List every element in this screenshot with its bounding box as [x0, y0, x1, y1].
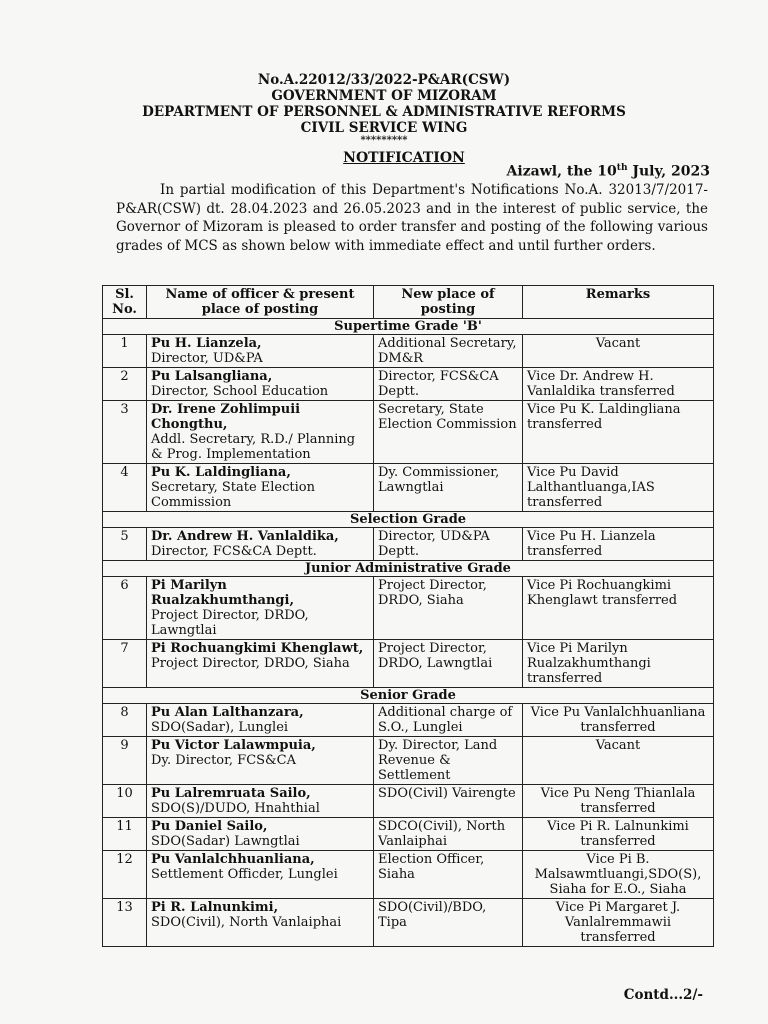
notification-body: In partial modification of this Department's Notifications No.A. 32013/7/2017-P&AR(CSW) dt. 28.04.2023 and 26.05.2023 and in the interest of public service, the Governor of Mizoram is pleased to order transfer and posting of the following various grades of MCS as shown below with immediate effect and until further orders. [116, 182, 708, 254]
table-row: 7 Pi Rochuangkimi Khenglawt, Project Director, DRDO, Siaha Project Director, DRDO, Lawngtlai Vice Pi Marilyn Rualzakhumthangi transferred [103, 640, 714, 688]
table-row: 10 Pu Lalremruata Sailo, SDO(S)/DUDO, Hnahthial SDO(Civil) Vairengte Vice Pu Neng Thianlala transferred [103, 785, 714, 818]
table-row: 5 Dr. Andrew H. Vanlaldika, Director, FCS&CA Deptt. Director, UD&PA Deptt. Vice Pu H. Lianzela transferred [103, 528, 714, 561]
col-remarks: Remarks [523, 286, 714, 319]
government-name: GOVERNMENT OF MIZORAM [271, 88, 497, 104]
transfer-table [102, 285, 714, 947]
letterhead [0, 72, 768, 146]
col-name: Name of officer & present place of posting [147, 286, 374, 319]
col-new-posting: New place of posting [374, 286, 523, 319]
notification-title: NOTIFICATION [343, 150, 465, 166]
table-row: 3 Dr. Irene Zohlimpuii Chongthu, Addl. Secretary, R.D./ Planning & Prog. Implementation Secretary, State Election Commission Vice Pu K. Laldingliana transferred [103, 401, 714, 464]
table-row: 2 Pu Lalsangliana, Director, School Education Director, FCS&CA Deptt. Vice Dr. Andrew H. Vanlaldika transferred [103, 368, 714, 401]
table-row: 9 Pu Victor Lalawmpuia, Dy. Director, FCS&CA Dy. Director, Land Revenue & Settlement Vacant [103, 737, 714, 785]
table-row: 8 Pu Alan Lalthanzara, SDO(Sadar), Lunglei Additional charge of S.O., Lunglei Vice Pu Vanlalchhuanliana transferred [103, 704, 714, 737]
grade-row: Selection Grade [103, 512, 714, 528]
table-row: 4 Pu K. Laldingliana, Secretary, State Election Commission Dy. Commissioner, Lawngtlai Vice Pu David Lalthantluanga,IAS transferred [103, 464, 714, 512]
table-row: 6 Pi Marilyn Rualzakhumthangi, Project Director, DRDO, Lawngtlai Project Director, DRDO, Siaha Vice Pi Rochuangkimi Khenglawt transferred [103, 577, 714, 640]
table-row: 1 Pu H. Lianzela, Director, UD&PA Additional Secretary, DM&R Vacant [103, 335, 714, 368]
grade-row: Junior Administrative Grade [103, 561, 714, 577]
stars-divider: ********* [360, 135, 408, 146]
table-row: 12 Pu Vanlalchhuanliana, Settlement Officder, Lunglei Election Officer, Siaha Vice Pi B. Malsawmtluangi,SDO(S), Siaha for E.O., Siaha [103, 851, 714, 899]
department-name: DEPARTMENT OF PERSONNEL & ADMINISTRATIVE REFORMS [142, 104, 626, 120]
continued-note: Contd...2/- [623, 987, 703, 1003]
col-sl-no: Sl. No. [103, 286, 147, 319]
grade-row: Senior Grade [103, 688, 714, 704]
wing-name: CIVIL SERVICE WING [300, 120, 468, 136]
date-line: Aizawl, the 10th July, 2023 [506, 163, 710, 180]
table-row: 13 Pi R. Lalnunkimi, SDO(Civil), North Vanlaiphai SDO(Civil)/BDO, Tipa Vice Pi Margaret J. Vanlalremmawii transferred [103, 899, 714, 947]
reference-number: No.A.22012/33/2022-P&AR(CSW) [257, 72, 511, 88]
table-row: 11 Pu Daniel Sailo, SDO(Sadar) Lawngtlai SDCO(Civil), North Vanlaiphai Vice Pi R. Lalnunkimi transferred [103, 818, 714, 851]
grade-row: Supertime Grade 'B' [103, 319, 714, 335]
table-header-row [103, 286, 714, 319]
